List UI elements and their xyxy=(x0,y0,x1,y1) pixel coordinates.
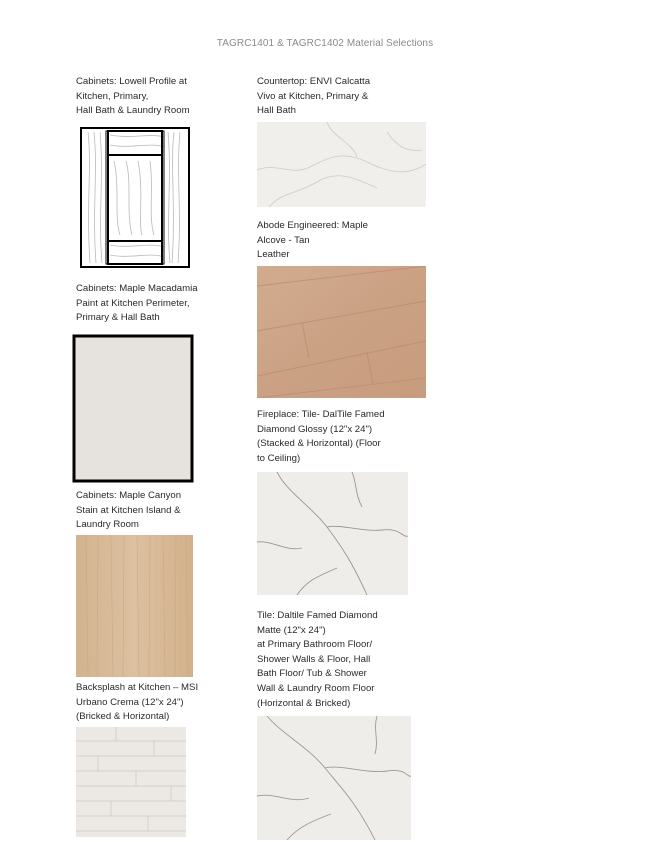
famed-diamond-matte-swatch xyxy=(257,716,411,840)
calcatta-vivo-swatch xyxy=(257,122,426,207)
maple-alcove-swatch xyxy=(257,266,426,398)
macadamia-paint-swatch xyxy=(72,334,194,483)
label-fireplace: Fireplace: Tile- DalTile Famed Diamond Glossy (12"x 24") (Stacked & Horizontal) (Floor to Ceiling) xyxy=(257,409,385,464)
label-backsplash: Backsplash at Kitchen – MSI Urbano Crema (12"x 24") (Bricked & Horizontal) xyxy=(76,682,199,723)
urbano-crema-swatch xyxy=(76,727,186,837)
label-countertop: Countertop: ENVI Calcatta Vivo at Kitchen, Primary & Hall Bath xyxy=(257,76,371,117)
label-tile-famed-diamond-matte: Tile: Daltile Famed Diamond Matte (12"x 24") at Primary Bathroom Floor/ Shower Walls & Floor, Hall Bath Floor/ Tub & Shower Wall & Laundry Room Floor (Horizontal & Bricked) xyxy=(257,610,378,709)
page-title: TAGRC1401 & TAGRC1402 Material Selections xyxy=(216,38,434,49)
label-abode-engineered: Abode Engineered: Maple Alcove - Tan Leather xyxy=(257,220,368,261)
label-maple-canyon: Cabinets: Maple Canyon Stain at Kitchen Island & Laundry Room xyxy=(76,490,182,531)
famed-diamond-glossy-swatch xyxy=(257,472,408,595)
label-lowell-profile: Cabinets: Lowell Profile at Kitchen, Primary, Hall Bath & Laundry Room xyxy=(76,76,190,117)
canyon-stain-swatch xyxy=(76,535,193,677)
shaker-door-drawing xyxy=(80,127,190,268)
label-maple-macadamia: Cabinets: Maple Macadamia Paint at Kitchen Perimeter, Primary & Hall Bath xyxy=(76,283,198,324)
